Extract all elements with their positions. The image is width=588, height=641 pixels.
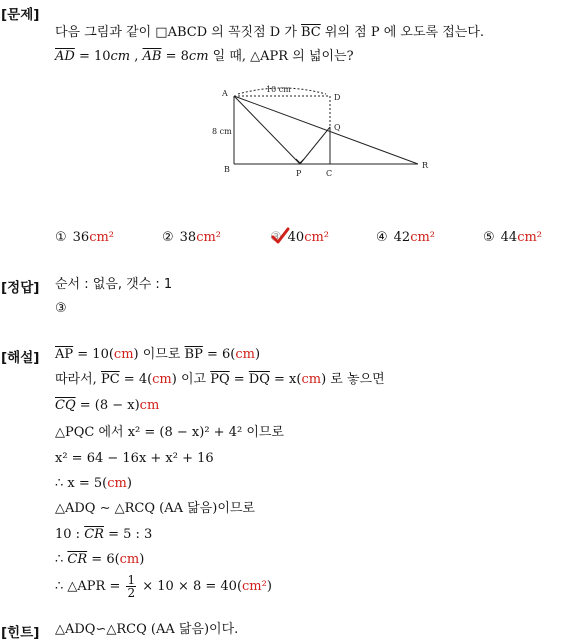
unit: cm xyxy=(235,347,255,362)
text: ) xyxy=(266,579,272,594)
text: 10 : xyxy=(55,527,85,542)
text: = xyxy=(229,372,249,387)
choice-value: 36 xyxy=(72,230,90,245)
label-b: B xyxy=(224,165,230,174)
label-p: P xyxy=(296,169,302,178)
text: ∴ x = 5( xyxy=(55,476,108,491)
unit: cm xyxy=(188,49,209,64)
unit: cm xyxy=(152,372,172,387)
segment-pq: $\overline{PQ}$ xyxy=(210,372,230,387)
choice-value: 42 xyxy=(393,230,411,245)
value: = 10 xyxy=(74,49,111,64)
segment-dq: $\overline{DQ}$ xyxy=(248,372,270,387)
problem-line-2 xyxy=(55,48,354,66)
answer-line-1: 순서 : 없음, 갯수 : 1 xyxy=(55,277,173,292)
denominator: 2 xyxy=(127,586,136,600)
choice-number: ④ xyxy=(376,230,388,245)
choice-number: ⑤ xyxy=(483,230,495,245)
line-ar xyxy=(234,96,418,164)
text: = 6( xyxy=(202,347,236,362)
choice-2[interactable] xyxy=(162,230,221,245)
segment-ap: $\overline{AP}$ xyxy=(55,347,74,362)
text: ) xyxy=(126,476,132,491)
explanation-line-9 xyxy=(55,551,144,569)
text: = 4( xyxy=(119,372,153,387)
explanation-line-5: x² = 64 − 16x + x² + 16 xyxy=(55,451,214,466)
problem-label: [문제] xyxy=(1,7,40,23)
unit: cm² xyxy=(242,579,267,594)
segment-ab: $\overline{AB}$ xyxy=(142,49,162,64)
text: ) xyxy=(139,552,145,567)
text: ∴ △APR = xyxy=(55,579,125,594)
problem-text: 위의 점 P 에 오도록 접는다. xyxy=(320,25,485,40)
label-r: R xyxy=(422,161,429,170)
unit: cm xyxy=(139,398,160,413)
text: × 10 × 8 = 40( xyxy=(138,579,243,594)
hint-text: △ADQ∽△RCQ (AA 닮음)이다. xyxy=(55,622,239,637)
label-a: A xyxy=(222,89,228,98)
choice-unit: cm² xyxy=(517,230,543,245)
geometry-figure xyxy=(212,84,438,180)
text: = 6( xyxy=(87,552,120,567)
text: ) 이므로 xyxy=(133,347,185,362)
choice-unit: cm² xyxy=(304,230,330,245)
segment-ad: $\overline{AD}$ xyxy=(55,49,75,64)
explanation-label: [해설] xyxy=(1,350,40,366)
numerator: 1 xyxy=(127,573,136,587)
text: = 5 : 3 xyxy=(103,527,153,542)
choice-number: ② xyxy=(162,230,174,245)
segment-bp: $\overline{BP}$ xyxy=(184,347,203,362)
segment-cr: $\overline{CR}$ xyxy=(67,552,88,567)
choice-1[interactable] xyxy=(55,230,114,245)
unit: cm xyxy=(119,552,140,567)
segment-pc: $\overline{PC}$ xyxy=(100,372,120,387)
choice-number: ① xyxy=(55,230,67,245)
explanation-line-4: △PQC 에서 x² = (8 − x)² + 4² 이므로 xyxy=(55,425,284,440)
unit: cm xyxy=(110,49,131,64)
problem-text: 다음 그림과 같이 □ABCD 의 꼭짓점 D 가 xyxy=(55,25,302,40)
choice-unit: cm² xyxy=(196,230,222,245)
explanation-line-2 xyxy=(55,371,385,389)
fraction xyxy=(126,574,136,599)
unit: cm xyxy=(107,476,127,491)
text: ) 이고 xyxy=(171,372,211,387)
explanation-line-8 xyxy=(55,526,152,544)
text: = 10( xyxy=(73,347,114,362)
problem-line-1 xyxy=(55,24,484,42)
choice-value: 40 xyxy=(287,230,305,245)
label-c: C xyxy=(326,169,333,178)
sep: , xyxy=(130,49,143,64)
segment-bc: $\overline{BC}$ xyxy=(301,25,321,40)
choice-5[interactable] xyxy=(483,230,542,245)
answer-line-2: ③ xyxy=(55,301,67,316)
text: 따라서, xyxy=(55,372,101,387)
text: = x( xyxy=(269,372,302,387)
label-side-length: 8 cm xyxy=(212,127,232,136)
unit: cm xyxy=(301,372,322,387)
hint-label: [힌트] xyxy=(1,625,40,641)
choice-number: ③ xyxy=(270,230,282,245)
explanation-line-3 xyxy=(55,397,159,415)
answer-label: [정답] xyxy=(1,280,40,296)
value: = 8 xyxy=(161,49,189,64)
choice-value: 44 xyxy=(500,230,518,245)
unit: cm xyxy=(113,347,134,362)
choice-unit: cm² xyxy=(89,230,115,245)
label-q: Q xyxy=(334,123,341,132)
problem-text: 일 때, △APR 의 넓이는? xyxy=(208,49,354,64)
explanation-line-6 xyxy=(55,475,132,493)
text: = (8 − x) xyxy=(75,398,140,413)
choice-unit: cm² xyxy=(410,230,436,245)
explanation-line-7: △ADQ ∼ △RCQ (AA 닮음)이므로 xyxy=(55,501,255,516)
line-ap xyxy=(234,96,300,164)
explanation-line-1 xyxy=(55,346,260,364)
choice-4[interactable] xyxy=(376,230,435,245)
segment-cq: $\overline{CQ}$ xyxy=(55,398,76,413)
explanation-line-10 xyxy=(55,574,272,599)
text: ) xyxy=(254,347,261,362)
segment-cr: $\overline{CR}$ xyxy=(84,527,104,542)
line-pq xyxy=(300,127,330,164)
label-top-length: 10 cm xyxy=(266,85,291,94)
check-mark-icon xyxy=(270,226,290,246)
choice-value: 38 xyxy=(179,230,197,245)
text: ) 로 놓으면 xyxy=(321,372,385,387)
label-d: D xyxy=(334,93,341,102)
text: ∴ xyxy=(55,552,68,567)
